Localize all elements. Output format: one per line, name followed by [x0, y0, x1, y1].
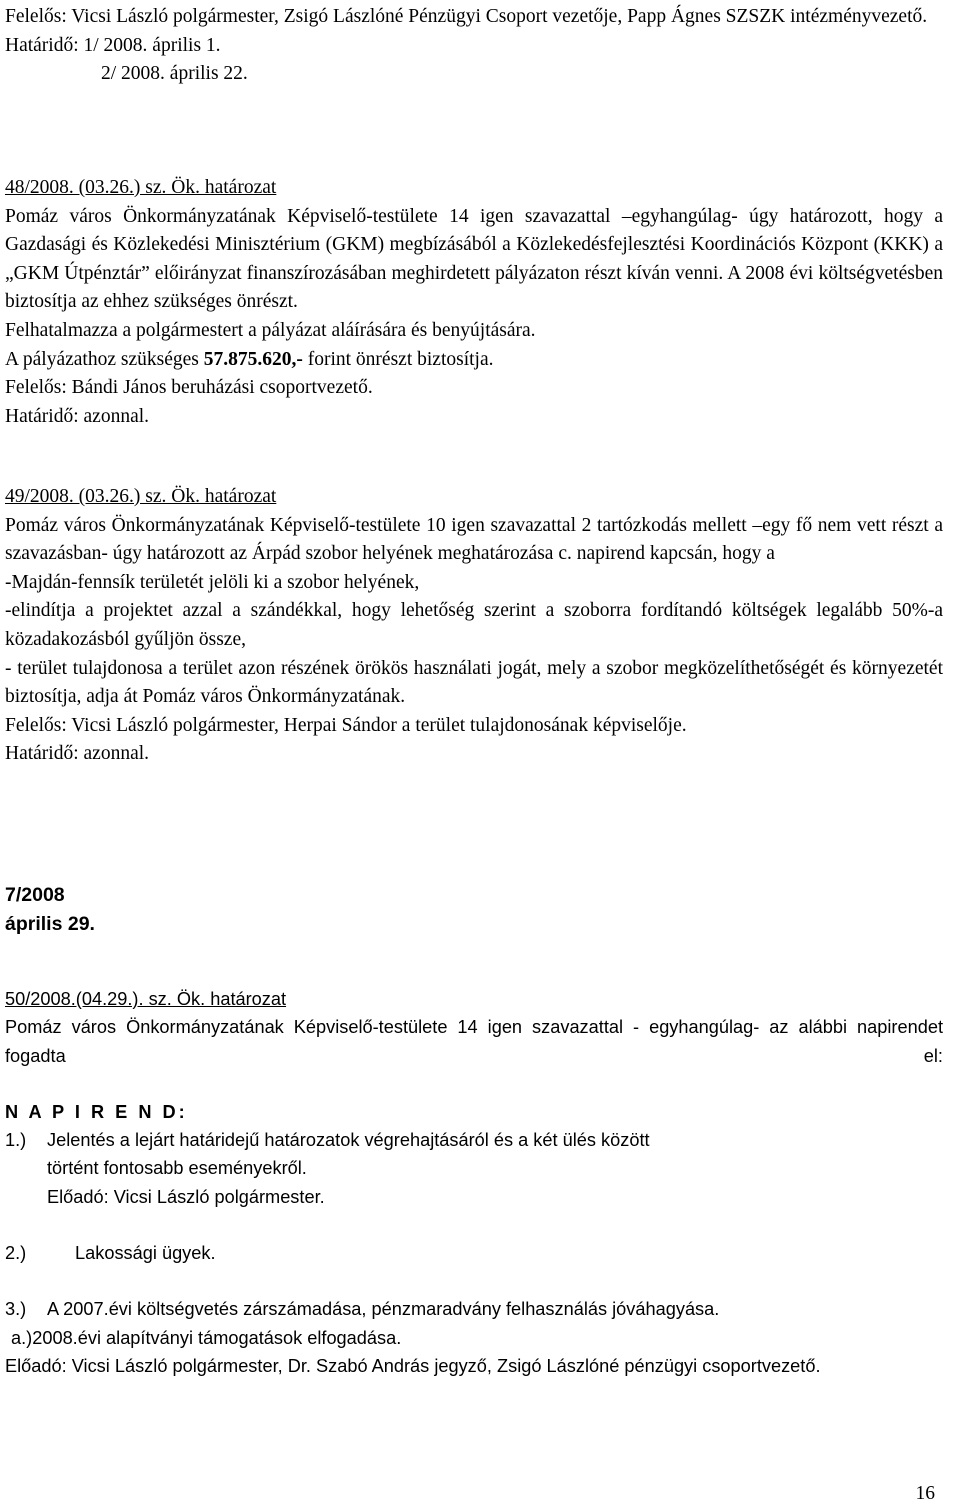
agenda-subitem: a.)2008.évi alapítványi támogatások elfogadása. — [11, 1327, 402, 1348]
list-item: -Majdán-fennsík területét jelöli ki a szobor helyének, — [5, 571, 420, 593]
responsible-text: Felelős: Vicsi László polgármester, Herpai Sándor a terület tulajdonosának képviselője. — [5, 714, 687, 736]
agenda-item-text: A 2007.évi költségvetés zárszámadása, pénzmaradvány felhasználás jóváhagyása. — [47, 1299, 720, 1320]
deadline-text: Határidő: azonnal. — [5, 405, 150, 427]
resolution-amount-line — [5, 346, 943, 375]
agenda-item-presenter: Előadó: Vicsi László polgármester, Dr. Szabó András jegyző, Zsigó Lászlóné pénzügyi csoportvezető. — [5, 1355, 821, 1376]
agenda-item-3 — [5, 1295, 943, 1380]
deadline-text: Határidő: azonnal. — [5, 743, 150, 765]
resolution-body: Pomáz város Önkormányzatának Képviselő-testülete 14 igen szavazattal –egyhangúlag- úgy határozott, hogy a Gazdasági és Közlekedési Minisztérium (GKM) megbízásából a Közlekedésfejlesztési Koordinációs Központ (KKK) a „GKM Útpénztár” előirányzat finanszírozásában meghirdetett pályázaton részt kíván venni. A 2008 évi költségvetésben biztosítja az ehhez szükséges önrészt. — [5, 205, 943, 313]
list-item: -elindítja a projektet azzal a szándékkal, hogy lehetőség szerint a szoborra fordítandó költségek legalább 50%-a közadakozásból gyűljön össze, — [5, 600, 943, 650]
responsible-text: Felelős: Vicsi László polgármester, Zsigó Lászlóné Pénzügyi Csoport vezetője, Papp Ágnes SZSZK intézményvezető. — [5, 6, 928, 27]
resolution-body: Pomáz város Önkormányzatának Képviselő-testülete 10 igen szavazattal 2 tartózkodás mellett –egy fő nem vett részt a szavazásban- úgy határozott az Árpád szobor helyének meghatározása c. napirend kapcsán, hogy a — [5, 514, 943, 565]
resolution-heading: 50/2008.(04.29.). sz. Ök. határozat — [5, 989, 287, 1009]
resolution-body — [5, 1013, 943, 1070]
responsible-text: Felelős: Bándi János beruházási csoportvezető. — [5, 377, 373, 399]
agenda-item-2 — [5, 1239, 943, 1267]
resolution-50 — [5, 985, 943, 1380]
agenda-item-text: Lakossági ügyek. — [75, 1243, 216, 1264]
resolution-heading: 49/2008. (03.26.) sz. Ök. határozat — [5, 486, 277, 507]
agenda-item-text: történt fontosabb eseményekről. — [47, 1158, 307, 1179]
session-heading — [5, 881, 943, 939]
agenda-item-presenter: Előadó: Vicsi László polgármester. — [47, 1186, 325, 1207]
top-section — [5, 3, 943, 89]
resolution-line: Felhatalmazza a polgármestert a pályázat aláírására és benyújtására. — [5, 319, 536, 341]
resolution-heading: 48/2008. (03.26.) sz. Ök. határozat — [5, 177, 277, 198]
deadline-text: Határidő: 1/ 2008. április 1. — [5, 34, 221, 56]
page-number: 16 — [915, 1483, 935, 1504]
amount-suffix: forint önrészt biztosítja. — [302, 348, 494, 370]
amount-prefix: A pályázathoz szükséges — [5, 348, 204, 370]
agenda-label: N A P I R E N D: — [5, 1101, 188, 1122]
agenda-item-number: 2.) — [5, 1243, 27, 1264]
resolution-48 — [5, 174, 943, 431]
amount-value: 57.875.620,- — [203, 348, 303, 370]
deadline-text-2: 2/ 2008. április 22. — [101, 63, 248, 85]
session-number: 7/2008 — [5, 884, 65, 906]
agenda-item-1 — [5, 1126, 943, 1211]
agenda-item-text: Jelentés a lejárt határidejű határozatok végrehajtásáról és a két ülés között — [47, 1130, 650, 1151]
resolution-body-text: Pomáz város Önkormányzatának Képviselő-testülete 14 igen szavazattal - egyhangúlag- az alábbi napirendet fogadta el: — [5, 1017, 943, 1066]
agenda-item-number: 1.) — [5, 1130, 27, 1151]
resolution-49 — [5, 483, 943, 769]
list-item: - terület tulajdonosa a terület azon részének örökös használati jogát, mely a szobor megközelíthetőségét és környezetét biztosítja, adja át Pomáz város Önkormányzatának. — [5, 657, 943, 708]
agenda-item-number: 3.) — [5, 1299, 27, 1320]
session-date: április 29. — [5, 913, 95, 935]
